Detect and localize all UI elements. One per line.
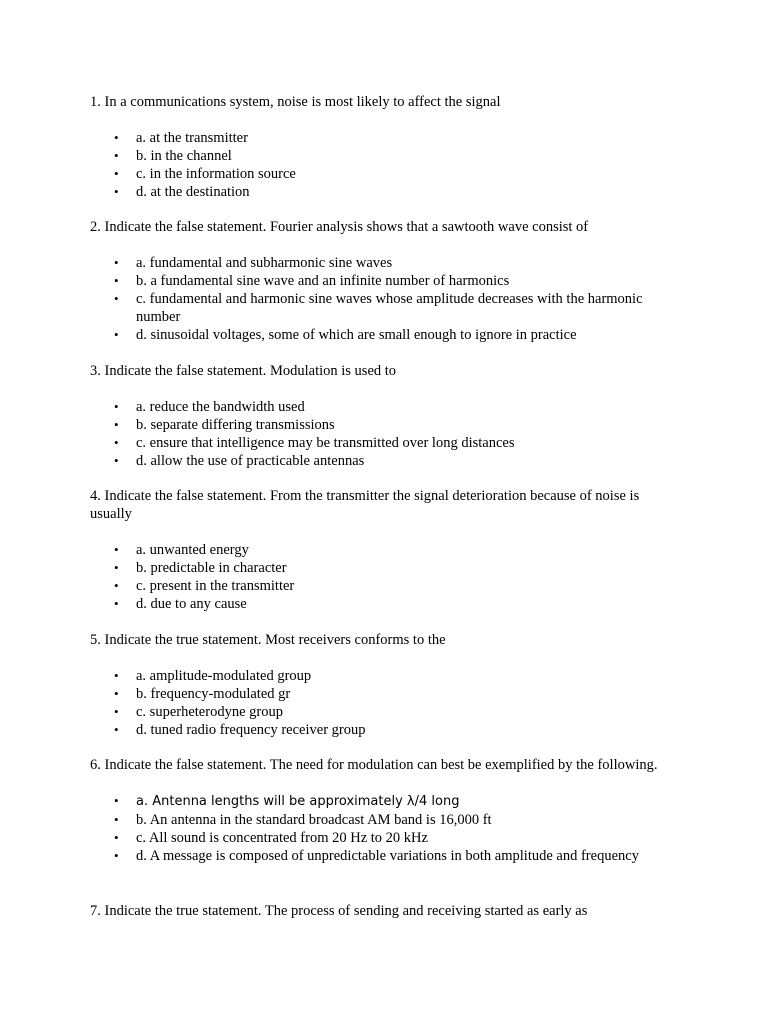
option-item [90, 577, 680, 595]
bullet-icon: • [114, 166, 119, 181]
question-text: 5. Indicate the true statement. Most receivers conforms to the [90, 632, 446, 648]
option-list [90, 541, 680, 613]
bullet-icon: • [114, 793, 119, 808]
bullet-icon: • [114, 686, 119, 701]
option-item [90, 326, 680, 344]
option-item [90, 811, 680, 829]
option-text: b. in the channel [136, 148, 232, 164]
option-item [90, 416, 680, 434]
bullet-icon: • [114, 560, 119, 575]
option-text: c. All sound is concentrated from 20 Hz to 20 kHz [136, 830, 428, 846]
option-text: b. frequency-modulated gr [136, 686, 291, 702]
option-item [90, 254, 680, 272]
option-item [90, 541, 680, 559]
question-text: 7. Indicate the true statement. The process of sending and receiving started as early as [90, 903, 588, 919]
option-item [90, 183, 680, 201]
option-text: d. tuned radio frequency receiver group [136, 722, 366, 738]
bullet-icon: • [114, 417, 119, 432]
option-list [90, 129, 680, 201]
bullet-icon: • [114, 327, 119, 342]
option-item [90, 792, 680, 811]
option-list [90, 667, 680, 739]
bullet-icon: • [114, 273, 119, 288]
option-text: d. at the destination [136, 184, 250, 200]
option-text: a. Antenna lengths will be approximately λ/4 long [136, 794, 460, 809]
option-item [90, 559, 680, 577]
bullet-icon: • [114, 435, 119, 450]
bullet-icon: • [114, 255, 119, 270]
question-1 [90, 93, 680, 201]
option-list [90, 792, 680, 865]
option-text: d. sinusoidal voltages, some of which are small enough to ignore in practice [136, 327, 577, 343]
option-text: b. separate differing transmissions [136, 417, 335, 433]
bullet-icon: • [114, 704, 119, 719]
option-text: a. reduce the bandwidth used [136, 399, 305, 415]
question-text: 3. Indicate the false statement. Modulation is used to [90, 363, 397, 379]
bullet-icon: • [114, 596, 119, 611]
option-text: b. An antenna in the standard broadcast AM band is 16,000 ft [136, 812, 492, 828]
bullet-icon: • [114, 668, 119, 683]
bullet-icon: • [114, 130, 119, 145]
option-text: c. ensure that intelligence may be transmitted over long distances [136, 435, 515, 451]
question-text: 1. In a communications system, noise is most likely to affect the signal [90, 94, 501, 110]
option-list [90, 398, 680, 470]
bullet-icon: • [114, 830, 119, 845]
option-text: d. due to any cause [136, 596, 247, 612]
bullet-icon: • [114, 722, 119, 737]
question-4 [90, 487, 680, 613]
question-text: 2. Indicate the false statement. Fourier analysis shows that a sawtooth wave consist of [90, 219, 589, 235]
option-item [90, 434, 680, 452]
bullet-icon: • [114, 453, 119, 468]
option-text: d. A message is composed of unpredictable variations in both amplitude and frequency [136, 848, 639, 864]
question-6 [90, 756, 680, 865]
bullet-icon: • [114, 578, 119, 593]
option-item [90, 147, 680, 165]
option-item [90, 129, 680, 147]
option-item [90, 452, 680, 470]
option-item [90, 165, 680, 183]
option-item [90, 272, 680, 290]
bullet-icon: • [114, 542, 119, 557]
bullet-icon: • [114, 848, 119, 863]
option-item [90, 685, 680, 703]
option-item [90, 703, 680, 721]
option-text: a. fundamental and subharmonic sine waves [136, 255, 393, 271]
option-text: b. predictable in character [136, 560, 287, 576]
option-text: a. at the transmitter [136, 130, 248, 146]
option-item [90, 667, 680, 685]
bullet-icon: • [114, 148, 119, 163]
option-text: a. amplitude-modulated group [136, 668, 312, 684]
question-2 [90, 218, 680, 344]
option-text: a. unwanted energy [136, 542, 249, 558]
option-text: b. a fundamental sine wave and an infinite number of harmonics [136, 273, 510, 289]
option-item [90, 829, 680, 847]
option-text: c. in the information source [136, 166, 296, 182]
option-text: d. allow the use of practicable antennas [136, 453, 365, 469]
question-3 [90, 362, 680, 470]
bullet-icon: • [114, 291, 119, 306]
question-text: 6. Indicate the false statement. The need for modulation can best be exemplified by the following. [90, 757, 658, 773]
question-7 [90, 902, 680, 920]
option-item [90, 595, 680, 613]
question-5 [90, 631, 680, 739]
bullet-icon: • [114, 399, 119, 414]
bullet-icon: • [114, 184, 119, 199]
option-item [90, 290, 680, 326]
option-item [90, 398, 680, 416]
option-text: c. superheterodyne group [136, 704, 283, 720]
option-item [90, 721, 680, 739]
question-text: 4. Indicate the false statement. From the transmitter the signal deterioration because of noise is usually [90, 488, 640, 522]
bullet-icon: • [114, 812, 119, 827]
option-text: c. fundamental and harmonic sine waves whose amplitude decreases with the harmonic number [136, 291, 643, 325]
option-item [90, 847, 680, 865]
option-text: c. present in the transmitter [136, 578, 295, 594]
option-list [90, 254, 680, 344]
